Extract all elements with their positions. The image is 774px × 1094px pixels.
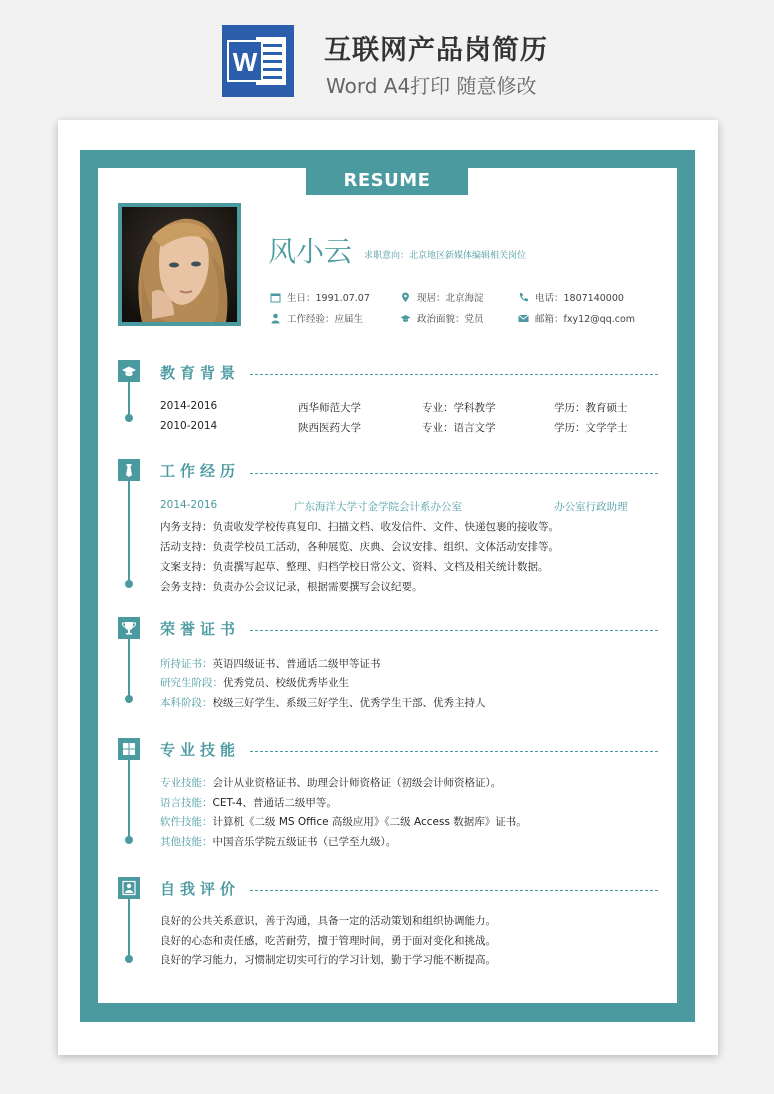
self-line: 良好的公共关系意识，善于沟通，具备一定的活动策划和组织协调能力。 [160,915,496,927]
necktie-icon [120,461,138,479]
education-major: 专业：学科教学 [422,402,496,414]
experience-info: 工作经验：应届生 [270,311,363,325]
skills-line: 语言技能：CET-4、普通话二级甲等。 [160,797,337,809]
phone-icon [518,292,529,303]
work-timeline-dot [125,580,133,588]
graduation-cap-icon [120,362,138,380]
skills-line: 专业技能：会计从业资格证书、助理会计师资格证（初级会计师资格证）。 [160,777,502,789]
work-duty-line: 活动支持：负责学校员工活动，各种展览、庆典、会议安排、组织、文体活动安排等。 [160,541,559,553]
education-timeline [128,382,130,418]
education-degree: 学历：教育硕士 [554,402,628,414]
word-document-icon [222,25,294,97]
email-info: 邮箱：fxy12@qq.com [518,311,635,325]
skills-timeline-dot [125,836,133,844]
self-timeline [128,899,130,959]
birth-info: 生日：1991.07.07 [270,290,370,304]
politics-info: 政治面貌：党员 [400,311,484,325]
resume-frame [80,150,695,1022]
honors-line: 本科阶段：校级三好学生、系级三好学生、优秀学生干部、优秀主持人 [160,697,486,709]
trophy-icon [120,619,138,637]
self-divider [250,890,658,891]
page-subtitle: Word A4打印 随意修改 [326,74,537,98]
self-section-title: 自我评价 [160,880,241,898]
person-icon [270,313,281,324]
self-line: 良好的学习能力，习惯制定切实可行的学习计划，勤于学习能不断提高。 [160,954,496,966]
honors-section-title: 荣誉证书 [160,620,241,638]
honors-line: 研究生阶段：优秀党员、校级优秀毕业生 [160,677,349,689]
honors-timeline [128,639,130,699]
job-intent: 求职意向：北京地区新媒体编辑相关岗位 [364,251,527,261]
envelope-icon [518,313,529,324]
work-position: 办公室行政助理 [554,501,628,513]
honors-line: 所持证书：英语四级证书、普通话二级甲等证书 [160,658,381,670]
honors-divider [250,630,658,631]
skills-divider [250,751,658,752]
person-badge-icon [120,879,138,897]
work-duty-line: 会务支持：负责办公会议记录，根据需要撰写会议纪要。 [160,581,423,593]
self-timeline-dot [125,955,133,963]
skills-section-title: 专业技能 [160,741,241,759]
graduation-cap-small-icon [400,313,411,324]
resume-body [98,168,677,1003]
resume-tab: RESUME [306,166,468,195]
education-divider [250,374,658,375]
skills-line: 其他技能：中国音乐学院五级证书（已学至九级）。 [160,836,397,848]
phone-info: 电话：1807140000 [518,290,624,304]
map-pin-icon [400,292,411,303]
education-timeline-dot [125,414,133,422]
candidate-name: 风小云 [268,235,353,268]
skills-line: 软件技能：计算机《二级 MS Office 高级应用》《二级 Access 数据库》证书。 [160,816,527,828]
self-section-icon [118,877,140,899]
resume-paper [58,120,718,1055]
education-period: 2010-2014 [160,420,218,432]
work-period: 2014-2016 [160,499,218,511]
education-school: 陕西医药大学 [298,422,361,434]
work-section-title: 工作经历 [160,462,241,480]
education-major: 专业：语言文学 [422,422,496,434]
page-title: 互联网产品岗简历 [324,35,548,66]
work-divider [250,473,658,474]
windows-grid-icon [120,740,138,758]
self-line: 良好的心态和责任感，吃苦耐劳，擅于管理时间，勇于面对变化和挑战。 [160,935,496,947]
work-company: 广东海洋大学寸金学院会计系办公室 [294,501,462,513]
skills-timeline [128,760,130,840]
location-info: 现居：北京海淀 [400,290,484,304]
education-section-icon [118,360,140,382]
honors-section-icon [118,617,140,639]
education-degree: 学历：文学学士 [554,422,628,434]
education-period: 2014-2016 [160,400,218,412]
work-duty-line: 内务支持：负责收发学校传真复印、扫描文档、收发信件、文件、快递包裹的接收等。 [160,521,559,533]
calendar-icon [270,292,281,303]
page-header [0,0,774,110]
education-school: 西华师范大学 [298,402,361,414]
work-duty-line: 文案支持：负责撰写起草、整理、归档学校日常公文、资料、文档及相关统计数据。 [160,561,549,573]
work-timeline [128,481,130,584]
profile-photo-frame [118,203,241,326]
profile-photo [122,207,237,322]
word-letter: W [232,47,258,77]
work-section-icon [118,459,140,481]
honors-timeline-dot [125,695,133,703]
skills-section-icon [118,738,140,760]
education-section-title: 教育背景 [160,364,241,382]
